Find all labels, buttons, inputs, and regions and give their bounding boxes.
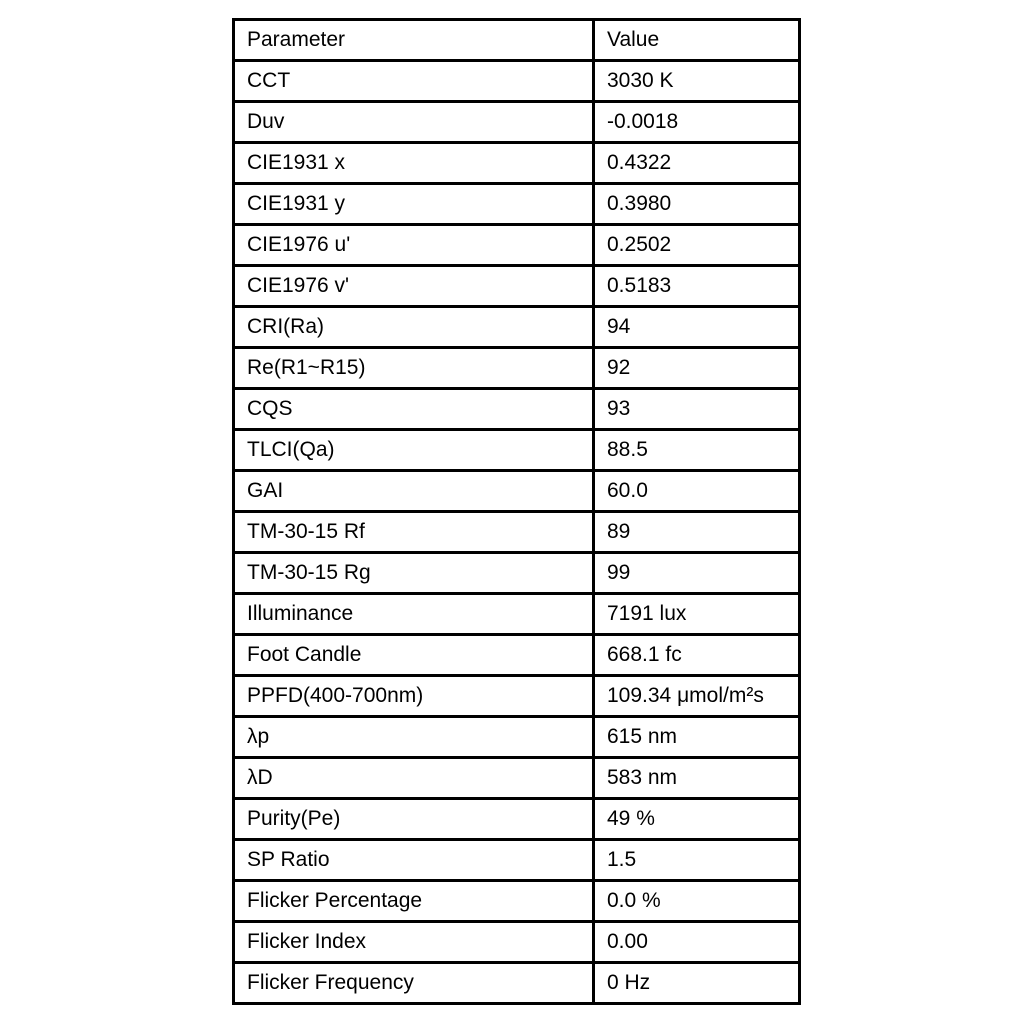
value-cell: 109.34 μmol/m²s <box>594 676 800 717</box>
table-row <box>234 799 800 840</box>
value-cell: 49 % <box>594 799 800 840</box>
value-cell: 88.5 <box>594 430 800 471</box>
table-row <box>234 758 800 799</box>
table-row <box>234 389 800 430</box>
value-cell: 3030 K <box>594 61 800 102</box>
table-row <box>234 594 800 635</box>
value-cell: 0 Hz <box>594 963 800 1004</box>
value-cell: 7191 lux <box>594 594 800 635</box>
parameter-cell: CIE1931 x <box>234 143 594 184</box>
table-row <box>234 61 800 102</box>
header-parameter: Parameter <box>234 20 594 61</box>
table-row <box>234 963 800 1004</box>
table-body <box>234 20 800 1004</box>
parameter-cell: Re(R1~R15) <box>234 348 594 389</box>
table-row <box>234 307 800 348</box>
value-cell: 0.0 % <box>594 881 800 922</box>
table-row <box>234 922 800 963</box>
value-cell: 94 <box>594 307 800 348</box>
table-row <box>234 225 800 266</box>
table-row <box>234 512 800 553</box>
table-row <box>234 676 800 717</box>
measurement-table <box>232 18 801 1005</box>
parameter-cell: CIE1976 v' <box>234 266 594 307</box>
parameter-cell: Illuminance <box>234 594 594 635</box>
table-row <box>234 881 800 922</box>
table-row <box>234 553 800 594</box>
parameter-cell: CIE1976 u' <box>234 225 594 266</box>
parameter-cell: PPFD(400-700nm) <box>234 676 594 717</box>
value-cell: 99 <box>594 553 800 594</box>
value-cell: 89 <box>594 512 800 553</box>
parameter-cell: CIE1931 y <box>234 184 594 225</box>
table-row <box>234 717 800 758</box>
parameter-cell: Flicker Index <box>234 922 594 963</box>
table-row <box>234 143 800 184</box>
parameter-cell: Purity(Pe) <box>234 799 594 840</box>
value-cell: -0.0018 <box>594 102 800 143</box>
table-row <box>234 430 800 471</box>
parameter-cell: TM-30-15 Rg <box>234 553 594 594</box>
table-row <box>234 635 800 676</box>
value-cell: 0.5183 <box>594 266 800 307</box>
table-row <box>234 102 800 143</box>
value-cell: 0.3980 <box>594 184 800 225</box>
value-cell: 0.2502 <box>594 225 800 266</box>
value-cell: 0.4322 <box>594 143 800 184</box>
table-header-row <box>234 20 800 61</box>
parameter-cell: SP Ratio <box>234 840 594 881</box>
table-row <box>234 471 800 512</box>
parameter-cell: Foot Candle <box>234 635 594 676</box>
table-row <box>234 184 800 225</box>
value-cell: 583 nm <box>594 758 800 799</box>
table-row <box>234 266 800 307</box>
parameter-cell: Flicker Frequency <box>234 963 594 1004</box>
parameter-cell: GAI <box>234 471 594 512</box>
value-cell: 1.5 <box>594 840 800 881</box>
parameter-cell: CCT <box>234 61 594 102</box>
parameter-cell: CQS <box>234 389 594 430</box>
value-cell: 92 <box>594 348 800 389</box>
parameter-cell: λp <box>234 717 594 758</box>
parameter-cell: Flicker Percentage <box>234 881 594 922</box>
parameter-cell: Duv <box>234 102 594 143</box>
parameter-cell: λD <box>234 758 594 799</box>
value-cell: 668.1 fc <box>594 635 800 676</box>
value-cell: 0.00 <box>594 922 800 963</box>
parameter-cell: TM-30-15 Rf <box>234 512 594 553</box>
parameter-cell: CRI(Ra) <box>234 307 594 348</box>
value-cell: 60.0 <box>594 471 800 512</box>
header-value: Value <box>594 20 800 61</box>
table-row <box>234 348 800 389</box>
parameter-cell: TLCI(Qa) <box>234 430 594 471</box>
value-cell: 93 <box>594 389 800 430</box>
measurement-table-container <box>232 18 798 1005</box>
value-cell: 615 nm <box>594 717 800 758</box>
table-row <box>234 840 800 881</box>
